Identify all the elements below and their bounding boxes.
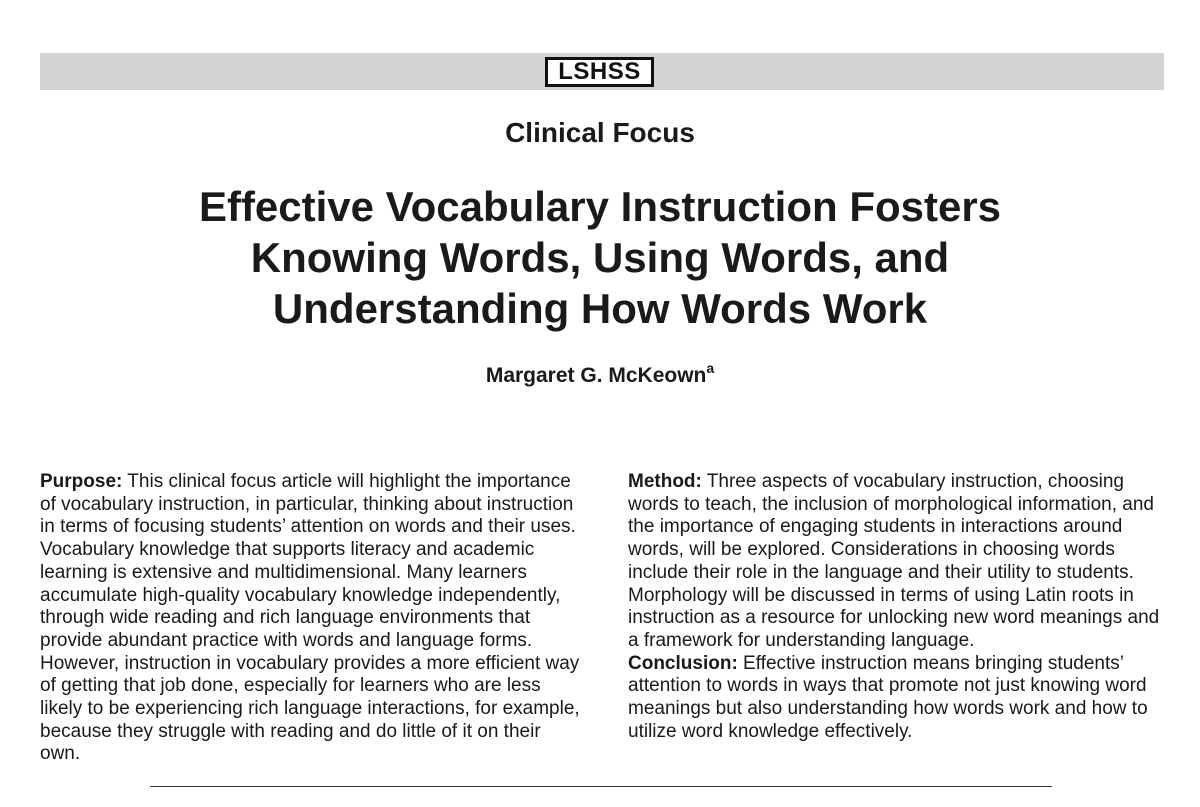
title-line: Knowing Words, Using Words, and <box>250 234 950 281</box>
purpose-heading: Purpose: <box>40 471 123 492</box>
conclusion-text: Effective instruction means bringing students’ attention to words in ways that promote not just knowing word meanings but also understanding how words work and how to utilize word knowledge effectively. <box>628 652 1148 742</box>
method-heading: Method: <box>628 471 702 492</box>
author-name: Margaret G. McKeown <box>485 364 707 387</box>
bottom-rule <box>150 786 1052 787</box>
article-title <box>100 181 1100 334</box>
author-line <box>0 360 1200 389</box>
conclusion-paragraph <box>628 653 1168 744</box>
method-paragraph <box>628 471 1168 653</box>
abstract-right-column <box>628 471 1168 743</box>
purpose-text: This clinical focus article will highlight the importance of vocabulary instruction, in particular, thinking about instruction in terms of focusing students’ attention on words and their uses. Vocabulary knowledge that supports literacy and academic learning is extensive and multidimensional. Many learners accumulate high-quality vocabulary knowledge independently, through wide reading and rich language environments that provide abundant practice with words and language forms. However, instruction in vocabulary provides a more efficient way of getting that job done, especially for learners who are less likely to be experiencing rich language interactions, for example, because they struggle with reading and do little of it on their own. <box>40 471 580 765</box>
title-line: Understanding How Words Work <box>272 285 928 332</box>
method-text: Three aspects of vocabulary instruction, choosing words to teach, the inclusion of morphological information, and the importance of engaging students in interactions around words, will be explored. Considerations in choosing words include their role in the language and their utility to students. Morphology will be discussed in terms of using Latin roots in instruction as a resource for unlocking new word meanings and a framework for understanding language. <box>628 471 1160 651</box>
affiliation-mark: a <box>706 360 715 376</box>
abstract-left-column <box>40 471 580 766</box>
title-line: Effective Vocabulary Instruction Fosters <box>198 183 1002 230</box>
journal-badge: LSHSS <box>545 57 654 87</box>
purpose-paragraph <box>40 471 580 766</box>
section-label: Clinical Focus <box>505 117 695 148</box>
conclusion-heading: Conclusion: <box>628 652 738 674</box>
